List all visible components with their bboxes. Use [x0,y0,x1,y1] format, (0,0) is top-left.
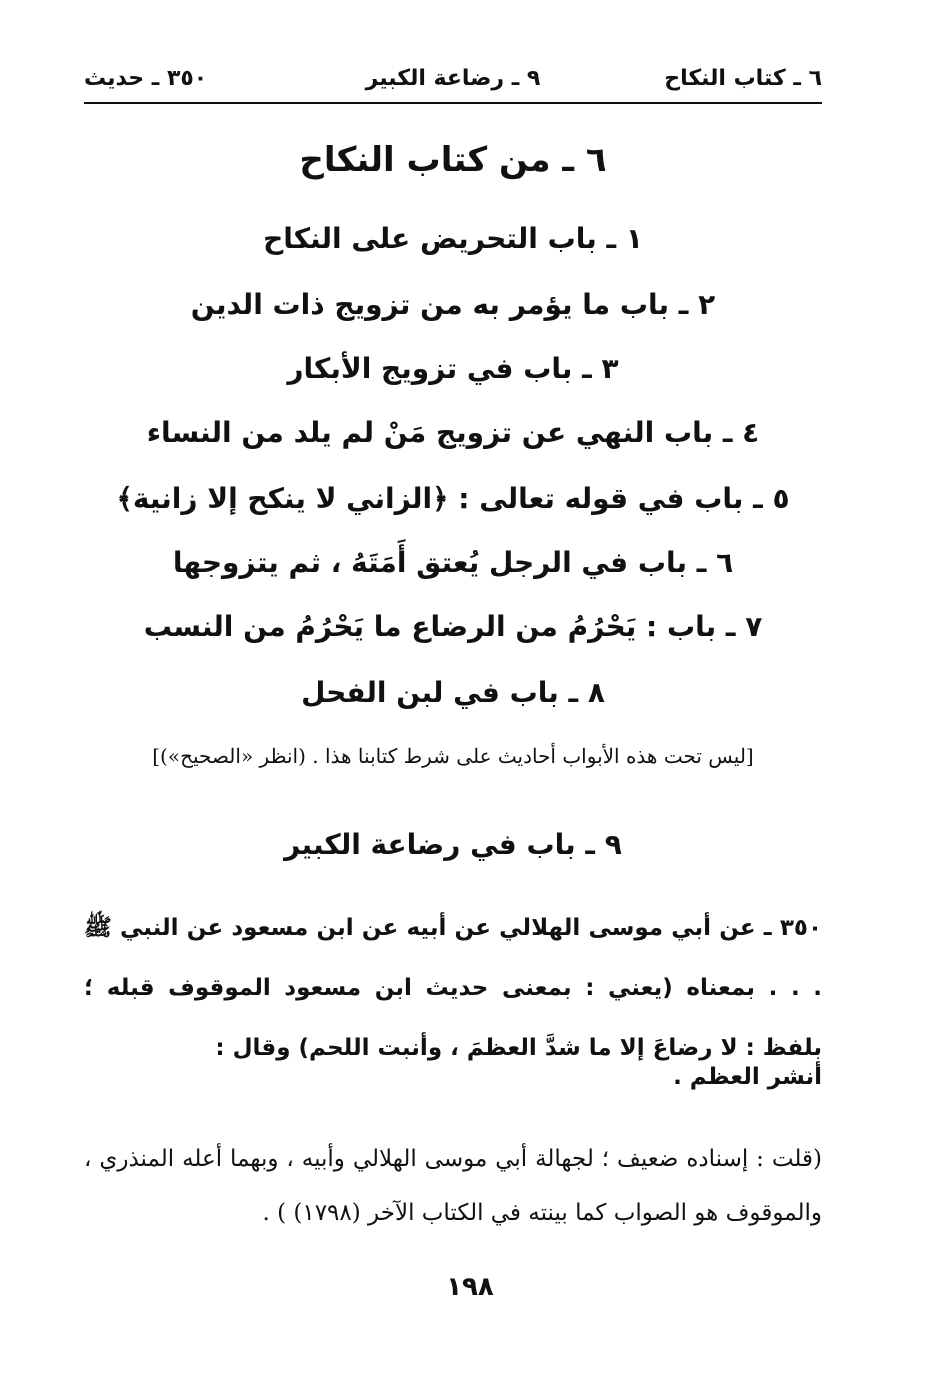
chapter-heading-2: ٢ ـ باب ما يؤمر به من تزويج ذات الدين [190,288,716,321]
chapter-heading-5: ٥ ـ باب في قوله تعالى : ﴿الزاني لا ينكح إلا زانية﴾ [116,482,790,515]
editor-note: [ليس تحت هذه الأبواب أحاديث على شرط كتابنا هذا . (انظر «الصحيح»)] [152,744,754,768]
running-header [84,62,822,104]
chapter-heading-7: ٧ ـ باب : يَحْرُمُ من الرضاع ما يَحْرُمُ من النسب [143,610,763,643]
chapter-heading-3: ٣ ـ باب في تزويج الأبكار [287,352,619,385]
hadith-text: ٣٥٠ ـ عن أبي موسى الهلالي عن أبيه عن ابن مسعود عن النبي ﷺ . . . بمعناه (يعني : بمعنى حديث ابن مسعود الموقوف قبله ؛ بلفظ : لا رضاعَ إلا ما شدَّ العظمَ ، وأنبت اللحم) وقال : [84,915,822,1061]
page-number: ١٩٨ [446,1272,494,1302]
header-hadith-number: ٣٥٠ ـ حديث [84,66,208,91]
hadith-ending: أنشر العظم . [673,1064,822,1090]
header-chapter-name: ٩ ـ رضاعة الكبير [365,66,541,91]
chapter-heading-6: ٦ ـ باب في الرجل يُعتق أَمَتَهُ ، ثم يتزوجها [172,546,734,579]
chapter-heading-9: ٩ ـ باب في رضاعة الكبير [284,828,622,861]
commentary-text: (قلت : إسناده ضعيف ؛ لجهالة أبي موسى الهلالي وأبيه ، وبهما أعله المنذري ، والموقوف هو الصواب كما بينته في الكتاب الآخر (١٧٩٨) ) . [84,1146,822,1226]
book-title: ٦ ـ من كتاب النكاح [299,140,607,180]
chapter-heading-4: ٤ ـ باب النهي عن تزويج مَنْ لم يلد من النساء [146,416,760,449]
chapter-heading-1: ١ ـ باب التحريض على النكاح [263,222,643,255]
chapter-heading-8: ٨ ـ باب في لبن الفحل [301,676,605,709]
header-book-name: ٦ ـ كتاب النكاح [664,66,822,91]
